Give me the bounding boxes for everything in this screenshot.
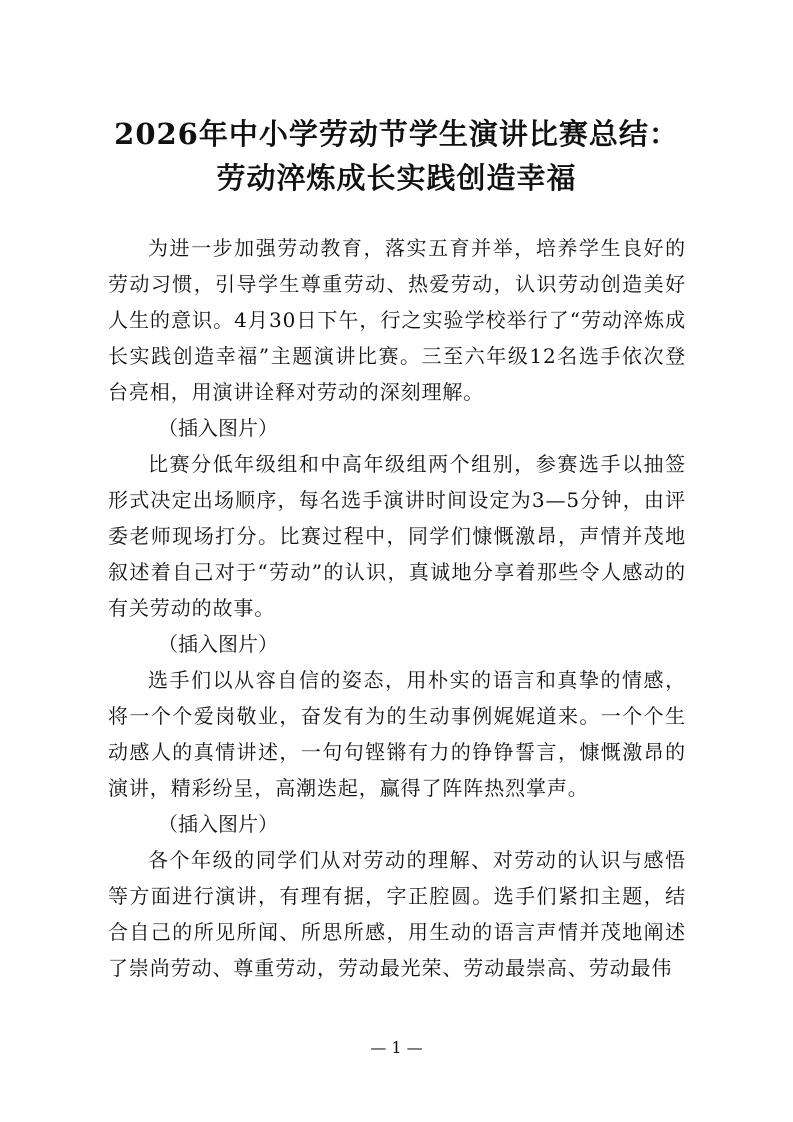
paragraph-competition-format: 比赛分低年级组和中高年级组两个组别，参赛选手以抽签形式决定出场顺序，每名选手演讲时间设定为3—5分钟，由评委老师现场打分。比赛过程中，同学们慷慨激昂，声情并茂地叙述着自己对于“劳动”的认识，真诚地分享着那些令人感动的有关劳动的故事。 bbox=[108, 452, 686, 620]
image-placeholder-3: （插入图片） bbox=[158, 812, 278, 836]
title-line-2: 劳动淬炼成长实践创造幸福 bbox=[216, 161, 577, 195]
document-body bbox=[108, 230, 686, 986]
paragraph-contestants: 选手们以从容自信的姿态，用朴实的语言和真挚的情感，将一个个爱岗敬业，奋发有为的生动事例娓娓道来。一个个生动感人的真情讲述，一句句铿锵有力的铮铮誓言，慷慨激昂的演讲，精彩纷呈，高潮迭起，赢得了阵阵热烈掌声。 bbox=[108, 668, 686, 800]
page-number: — 1 — bbox=[370, 1038, 423, 1057]
image-placeholder-2: （插入图片） bbox=[158, 632, 278, 656]
document-title bbox=[40, 112, 753, 200]
paragraph-speeches: 各个年级的同学们从对劳动的理解、对劳动的认识与感悟等方面进行演讲，有理有据，字正腔圆。选手们紧扣主题，结合自己的所见所闻、所思所感，用生动的语言声情并茂地阐述了崇尚劳动、尊重劳动，劳动最光荣、劳动最崇高、劳动最伟 bbox=[108, 848, 686, 980]
paragraph-intro: 为进一步加强劳动教育，落实五育并举，培养学生良好的劳动习惯，引导学生尊重劳动、热爱劳动，认识劳动创造美好人生的意识。4月30日下午，行之实验学校举行了“劳动淬炼成长实践创造幸福”主题演讲比赛。三至六年级12名选手依次登台亮相，用演讲诠释对劳动的深刻理解。 bbox=[108, 236, 686, 404]
image-placeholder-1: （插入图片） bbox=[158, 416, 278, 440]
title-line-1: 2026年中小学劳动节学生演讲比赛总结： bbox=[114, 117, 679, 151]
